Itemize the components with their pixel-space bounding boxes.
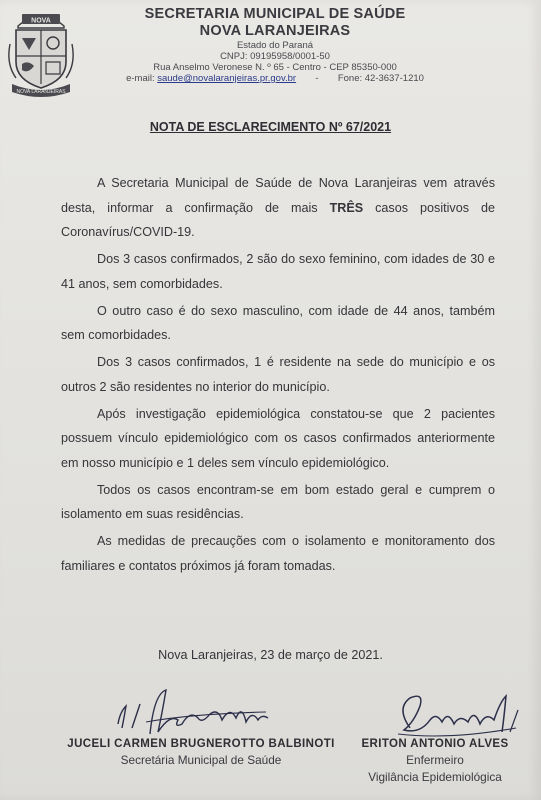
signatory-2 (350, 736, 520, 786)
paragraph-1-text: A Secretaria Municipal de Saúde de Nova Laranjeiras vem através desta, informar a confirmação de mais (61, 176, 495, 215)
paragraph-5: Após investigação epidemiológica constatou-se que 2 pacientes possuem vínculo epidemiológico com os casos confirmados anteriormente em nosso município e 1 deles sem vínculo epidemiológico. (61, 406, 495, 470)
signatory-1-name: JUCELI CARMEN BRUGNEROTTO BALBINOTI (67, 738, 335, 750)
contact-separator: - (315, 73, 319, 84)
email-label: e-mail: (126, 73, 158, 84)
signatory-2-department: Vigilância Epidemiológica (368, 770, 502, 784)
signature-juceli-icon (110, 684, 280, 740)
letterhead-address: Rua Anselmo Veronese N. º 65 - Centro - CEP 85350-000 (153, 62, 397, 73)
paragraph-1 (61, 171, 495, 245)
letterhead-title: SECRETARIA MUNICIPAL DE SAÚDE (144, 6, 406, 22)
signatory-2-role: Enfermeiro (406, 753, 464, 767)
letterhead-contact (110, 73, 440, 84)
document-title: NOTA DE ESCLARECIMENTO Nº 67/2021 (149, 120, 392, 134)
signatory-2-name: ERITON ANTONIO ALVES (361, 738, 509, 750)
letterhead (110, 6, 440, 84)
paragraph-2: Dos 3 casos confirmados, 2 são do sexo feminino, com idades de 30 e 41 anos, sem comorbidades. (61, 252, 495, 291)
email-link[interactable]: saude@novalaranjeiras.pr.gov.br (157, 73, 297, 84)
letterhead-phone: Fone: 42-3637-1210 (337, 73, 424, 84)
letterhead-cnpj: CNPJ: 09195958/0001-50 (220, 51, 330, 62)
document-body (61, 171, 495, 581)
paragraph-1-emphasis: TRÊS (329, 200, 364, 215)
paragraph-3: O outro caso é do sexo masculino, com idade de 44 anos, também sem comorbidades. (61, 303, 495, 342)
municipal-crest-icon (8, 4, 74, 100)
paragraph-4: Dos 3 casos confirmados, 1 é residente na sede do município e os outros 2 são residentes no interior do município. (61, 355, 495, 394)
paragraph-1-text-end: casos positivos de Coronavírus/COVID-19. (61, 200, 495, 239)
paragraph-6: Todos os casos encontram-se em bom estado geral e cumprem o isolamento em suas residências. (61, 482, 495, 521)
crest-bottom-text: NOVA LARANJEIRAS (16, 89, 66, 95)
letterhead-state: Estado do Paraná (236, 40, 314, 51)
date-line: Nova Laranjeiras, 23 de março de 2021. (158, 648, 383, 662)
letterhead-subtitle: NOVA LARANJEIRAS (199, 23, 351, 39)
crest-top-text: NOVA (31, 17, 51, 25)
signatory-1 (56, 736, 346, 769)
paragraph-7: As medidas de precauções com o isolamento e monitoramento dos familiares e contatos próximos já foram tomadas. (61, 534, 495, 573)
signatory-1-role: Secretária Municipal de Saúde (120, 753, 282, 767)
